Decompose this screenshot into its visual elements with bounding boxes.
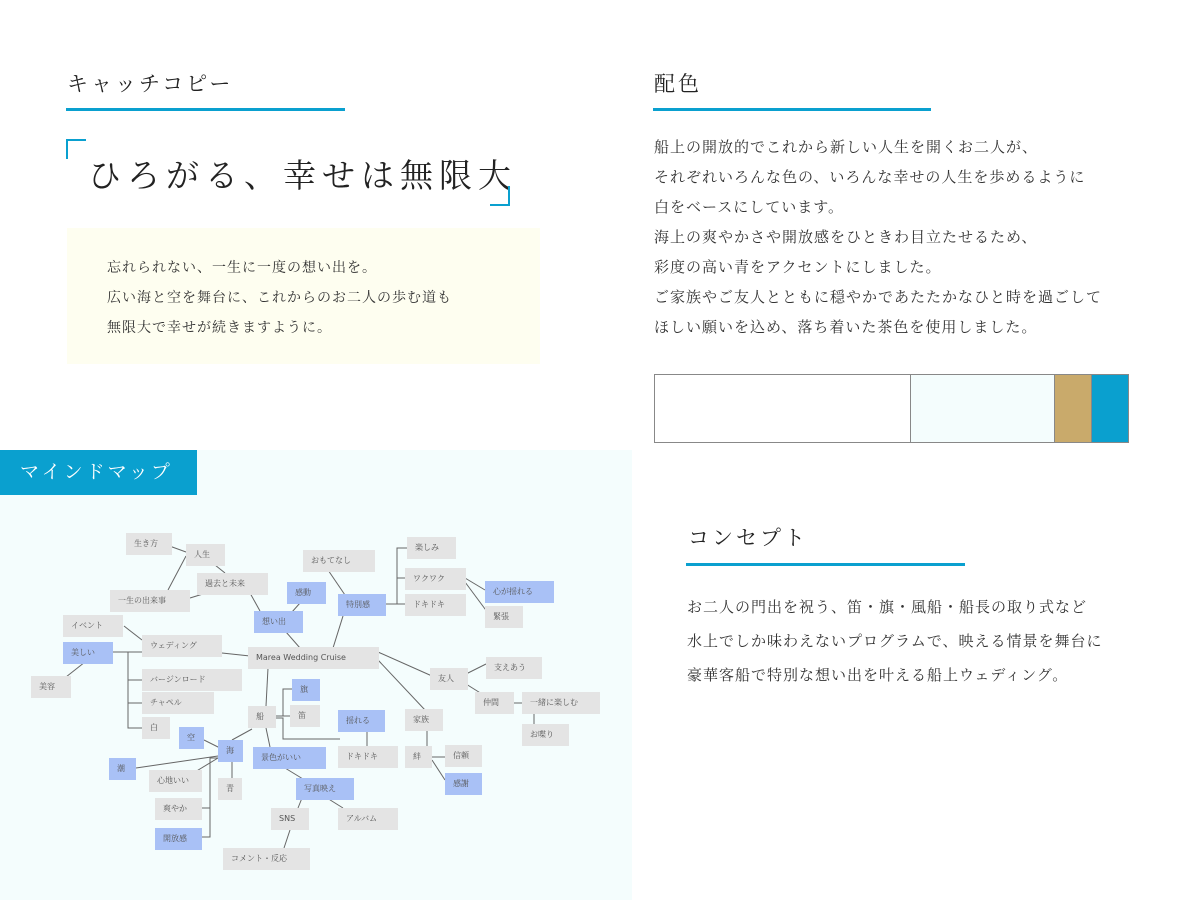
catch-copy-heading: キャッチコピー — [67, 72, 234, 96]
color-scheme-line: 彩度の高い青をアクセントにしました。 — [654, 258, 942, 276]
mm-link — [378, 652, 432, 676]
mm-link — [232, 729, 252, 740]
mm-node-center: Marea Wedding Cruise — [248, 647, 379, 669]
mm-link — [432, 760, 445, 780]
mm-node-nakama: 仲間 — [475, 692, 514, 714]
mm-node-kizuna: 絆 — [405, 746, 432, 768]
mm-link — [266, 728, 270, 747]
mm-node-kaihou: 開放感 — [155, 828, 202, 850]
mm-node-isshou: 一生の出来事 — [110, 590, 190, 612]
mm-node-sawayaka: 爽やか — [155, 798, 202, 820]
mm-node-kokochi: 心地いい — [149, 770, 202, 792]
mm-node-kokoro: 心が揺れる — [485, 581, 554, 603]
mm-link — [333, 616, 343, 648]
mm-node-chapel: チャペル — [142, 692, 214, 714]
mm-node-sasaeau: 支えあう — [486, 657, 542, 679]
mm-node-kazoku: 家族 — [405, 709, 443, 731]
color-scheme-line: 船上の開放的でこれから新しい人生を開くお二人が、 — [654, 138, 1039, 156]
mm-link — [66, 662, 85, 677]
mm-link — [266, 668, 268, 706]
mm-node-dokidoki-2: ドキドキ — [338, 746, 398, 768]
mm-node-wakuwaku: ワクワク — [405, 568, 466, 590]
concept-line: 豪華客船で特別な想い出を叶える船上ウェディング。 — [687, 666, 1069, 684]
mm-node-shinrai: 信頼 — [445, 745, 482, 767]
mm-node-utsukushii: 美しい — [63, 642, 113, 664]
mm-node-comment: コメント・反応 — [223, 848, 310, 870]
color-scheme-line: それぞれいろんな色の、いろんな幸せの人生を歩めるように — [654, 168, 1086, 186]
mm-node-fune: 船 — [248, 706, 276, 728]
mm-node-ikikata: 生き方 — [126, 533, 172, 555]
mm-node-yuujin: 友人 — [430, 668, 468, 690]
mm-link — [168, 556, 186, 590]
color-scheme-line: 海上の爽やかさや開放感をひときわ目立たせるため、 — [654, 228, 1038, 246]
mm-node-kansha: 感謝 — [445, 773, 482, 795]
mm-node-shashin: 写真映え — [296, 778, 354, 800]
mm-node-shiro: 白 — [142, 717, 170, 739]
concept-line: 水上でしか味わえないプログラムで、映える情景を舞台に — [687, 632, 1103, 650]
mm-node-issho: 一緒に楽しむ — [522, 692, 600, 714]
mm-link — [215, 565, 225, 573]
mm-node-event: イベント — [63, 615, 123, 637]
mm-link — [136, 756, 218, 768]
mm-node-omoide: 想い出 — [254, 611, 303, 633]
mm-link — [286, 632, 300, 648]
mm-link — [466, 664, 486, 674]
mm-link — [202, 758, 218, 837]
catch-copy-line: 無限大で幸せが続きますように。 — [107, 320, 332, 336]
mm-node-sora: 空 — [179, 727, 204, 749]
mm-node-tokubetsu: 特別感 — [338, 594, 386, 616]
mm-link — [128, 652, 142, 728]
mm-link — [328, 570, 345, 595]
mm-node-kako-mirai: 過去と未来 — [197, 573, 268, 595]
mm-link — [465, 578, 485, 590]
mm-node-omotenashi: おもてなし — [303, 550, 375, 572]
mm-node-fue: 笛 — [290, 705, 320, 727]
mm-node-sns: SNS — [271, 808, 309, 830]
catch-copy-main: ひろがる、幸せは無限大 — [88, 156, 517, 195]
mm-node-biyou: 美容 — [31, 676, 71, 698]
mm-node-ao: 青 — [218, 778, 242, 800]
mm-link — [250, 593, 260, 611]
mm-node-oshaberi: お喋り — [522, 724, 569, 746]
mm-node-kandou: 感動 — [287, 582, 326, 604]
mm-node-virgin-road: バージンロード — [142, 669, 242, 691]
mm-link — [284, 830, 290, 848]
concept-line: お二人の門出を祝う、笛・旗・風船・船長の取り式など — [687, 598, 1088, 616]
mm-node-shio: 潮 — [109, 758, 136, 780]
mm-link — [124, 626, 142, 640]
mm-node-hata: 旗 — [292, 679, 320, 701]
mm-node-kinchou: 緊張 — [485, 606, 523, 628]
mm-node-yureru: 揺れる — [338, 710, 385, 732]
catch-copy-line: 忘れられない、一生に一度の想い出を。 — [107, 260, 377, 276]
catch-copy-line: 広い海と空を舞台に、これからのお二人の歩む道も — [107, 290, 452, 306]
color-scheme-heading: 配色 — [654, 72, 702, 96]
mm-node-album: アルバム — [338, 808, 398, 830]
concept-heading: コンセプト — [688, 526, 808, 550]
color-scheme-line: ほしい願いを込め、落ち着いた茶色を使用しました。 — [654, 318, 1038, 336]
color-scheme-line: ご家族やご友人とともに穏やかであたたかなひと時を過ごして — [654, 288, 1103, 306]
mm-link — [378, 660, 425, 710]
mm-node-wedding: ウェディング — [142, 635, 222, 657]
mm-node-dokidoki: ドキドキ — [405, 594, 466, 616]
mm-node-jinsei: 人生 — [186, 544, 225, 566]
mm-node-tanoshimi: 楽しみ — [407, 537, 456, 559]
mm-node-umi: 海 — [218, 740, 243, 762]
mm-link — [222, 653, 250, 656]
mm-node-keshiki: 景色がいい — [253, 747, 326, 769]
mindmap-label: マインドマップ — [0, 450, 197, 495]
color-scheme-line: 白をベースにしています。 — [654, 198, 845, 216]
